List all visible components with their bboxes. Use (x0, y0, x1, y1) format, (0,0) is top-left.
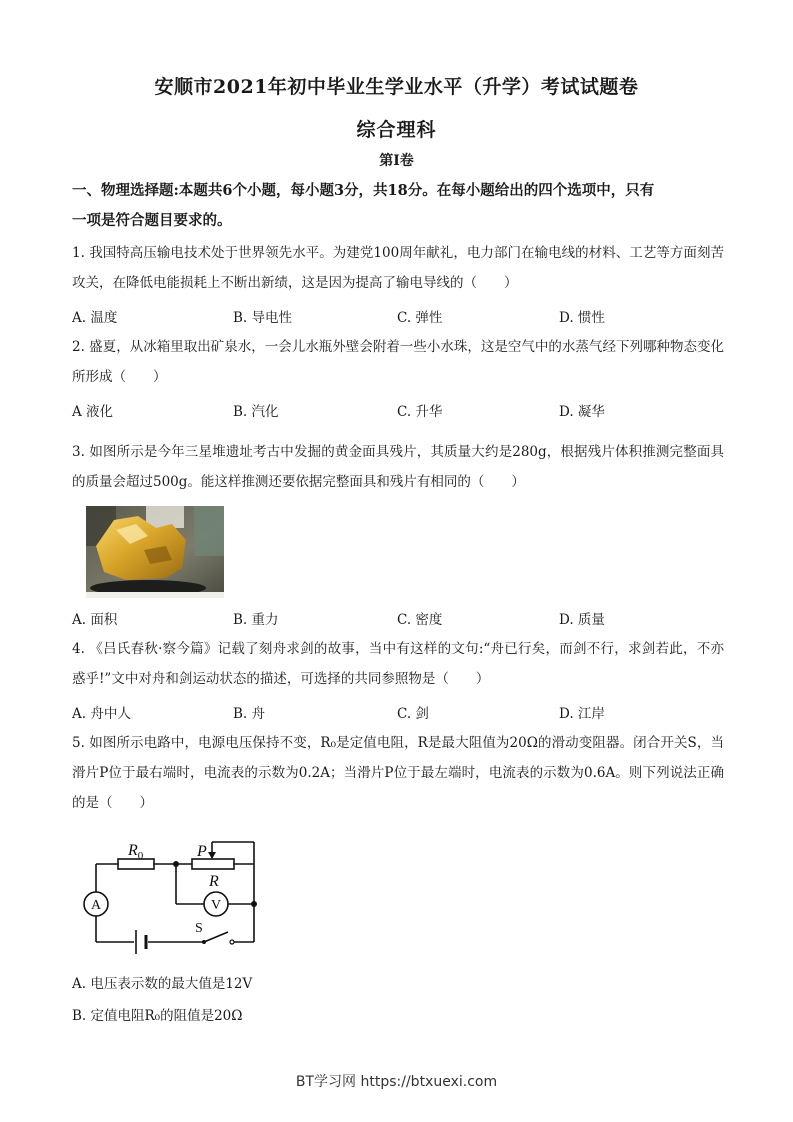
question-2-text: 2. 盛夏，从冰箱里取出矿泉水，一会儿水瓶外壁会附着一些小水珠，这是空气中的水蒸气经下列哪种物态变化所形成（ ） (72, 339, 724, 385)
q5-option-b: B. 定值电阻R₀的阻值是20Ω (72, 1008, 243, 1024)
section-heading-line1: 一、物理选择题:本题共6个小题，每小题3分，共18分。在每小题给出的四个选项中，只有 (72, 182, 655, 199)
q4-option-b: B. 舟 (233, 706, 266, 722)
q4-option-a: A. 舟中人 (72, 706, 131, 722)
q1-option-d: D. 惯性 (559, 310, 605, 326)
question-3-options (72, 608, 724, 628)
gold-mask-image (86, 506, 224, 598)
label-rheostat-r: R (209, 873, 219, 890)
switch-contact (230, 940, 234, 944)
circuit-svg (76, 834, 266, 956)
label-ammeter: A (90, 898, 102, 913)
question-4-text: 4. 《吕氏春秋·察今篇》记载了刻舟求剑的故事，当中有这样的文句:“舟已行矣，而剑不行，求剑若此，不亦惑乎!”文中对舟和剑运动状态的描述，可选择的共同参照物是（ ） (72, 641, 724, 687)
question-4-options (72, 702, 724, 722)
rheostat-r (192, 859, 234, 869)
resistor-r0 (118, 859, 154, 869)
gold-mask-photo (86, 506, 224, 598)
question-5-text: 5. 如图所示电路中，电源电压保持不变，R₀是定值电阻，R是最大阻值为20Ω的滑动变阻器。闭合开关S，当滑片P位于最右端时，电流表的示数为0.2A；当滑片P位于最左端时，电流表的示数为0.6A。则下列说法正确的是（ ） (72, 735, 724, 811)
q1-option-c: C. 弹性 (397, 310, 443, 326)
slider-arrow (208, 852, 216, 859)
exam-subject: 综合理科 (356, 119, 437, 141)
circuit-diagram (76, 834, 266, 960)
q5-option-a: A. 电压表示数的最大值是12V (72, 976, 253, 992)
q4-option-d: D. 江岸 (559, 706, 605, 722)
page-footer-watermark: BT学习网 https://btxuexi.com (295, 1074, 498, 1090)
section-heading (72, 176, 732, 236)
q3-option-c: C. 密度 (397, 612, 443, 628)
q1-option-a: A. 温度 (72, 310, 118, 326)
q2-option-c: C. 升华 (397, 404, 443, 420)
switch-pivot (202, 940, 206, 944)
label-r0: $R_0$ (128, 842, 144, 862)
q3-option-d: D. 质量 (559, 612, 605, 628)
question-2-options (72, 400, 724, 420)
q2-option-b: B. 汽化 (233, 404, 279, 420)
q2-option-a: A 液化 (72, 404, 114, 420)
q3-option-b: B. 重力 (233, 612, 279, 628)
question-1-text: 1. 我国特高压输电技术处于世界领先水平。为建党100周年献礼，电力部门在输电线的材料、工艺等方面刻苦攻关，在降低电能损耗上不断出新绩，这是因为提高了输电导线的（ ） (72, 245, 724, 291)
q3-option-a: A. 面积 (72, 612, 118, 628)
junction-dot-right (251, 901, 257, 907)
label-switch-s: S (195, 921, 203, 936)
exam-title: 安顺市2021年初中毕业生学业水平（升学）考试试题卷 (154, 76, 639, 98)
q1-option-b: B. 导电性 (233, 310, 293, 326)
section-heading-line2: 一项是符合题目要求的。 (72, 212, 232, 229)
volume-label: 第Ⅰ卷 (379, 153, 414, 169)
label-slider-p: P (197, 843, 207, 860)
question-1-options (72, 306, 724, 326)
switch-blade (204, 932, 228, 942)
q4-option-c: C. 剑 (397, 706, 429, 722)
junction-dot-top (173, 861, 179, 867)
label-voltmeter: V (210, 898, 222, 913)
q2-option-d: D. 凝华 (559, 404, 605, 420)
question-3-text: 3. 如图所示是今年三星堆遗址考古中发掘的黄金面具残片，其质量大约是280g，根据残片体积推测完整面具的质量会超过500g。能这样推测还要依据完整面具和残片有相同的（ ） (72, 444, 724, 490)
